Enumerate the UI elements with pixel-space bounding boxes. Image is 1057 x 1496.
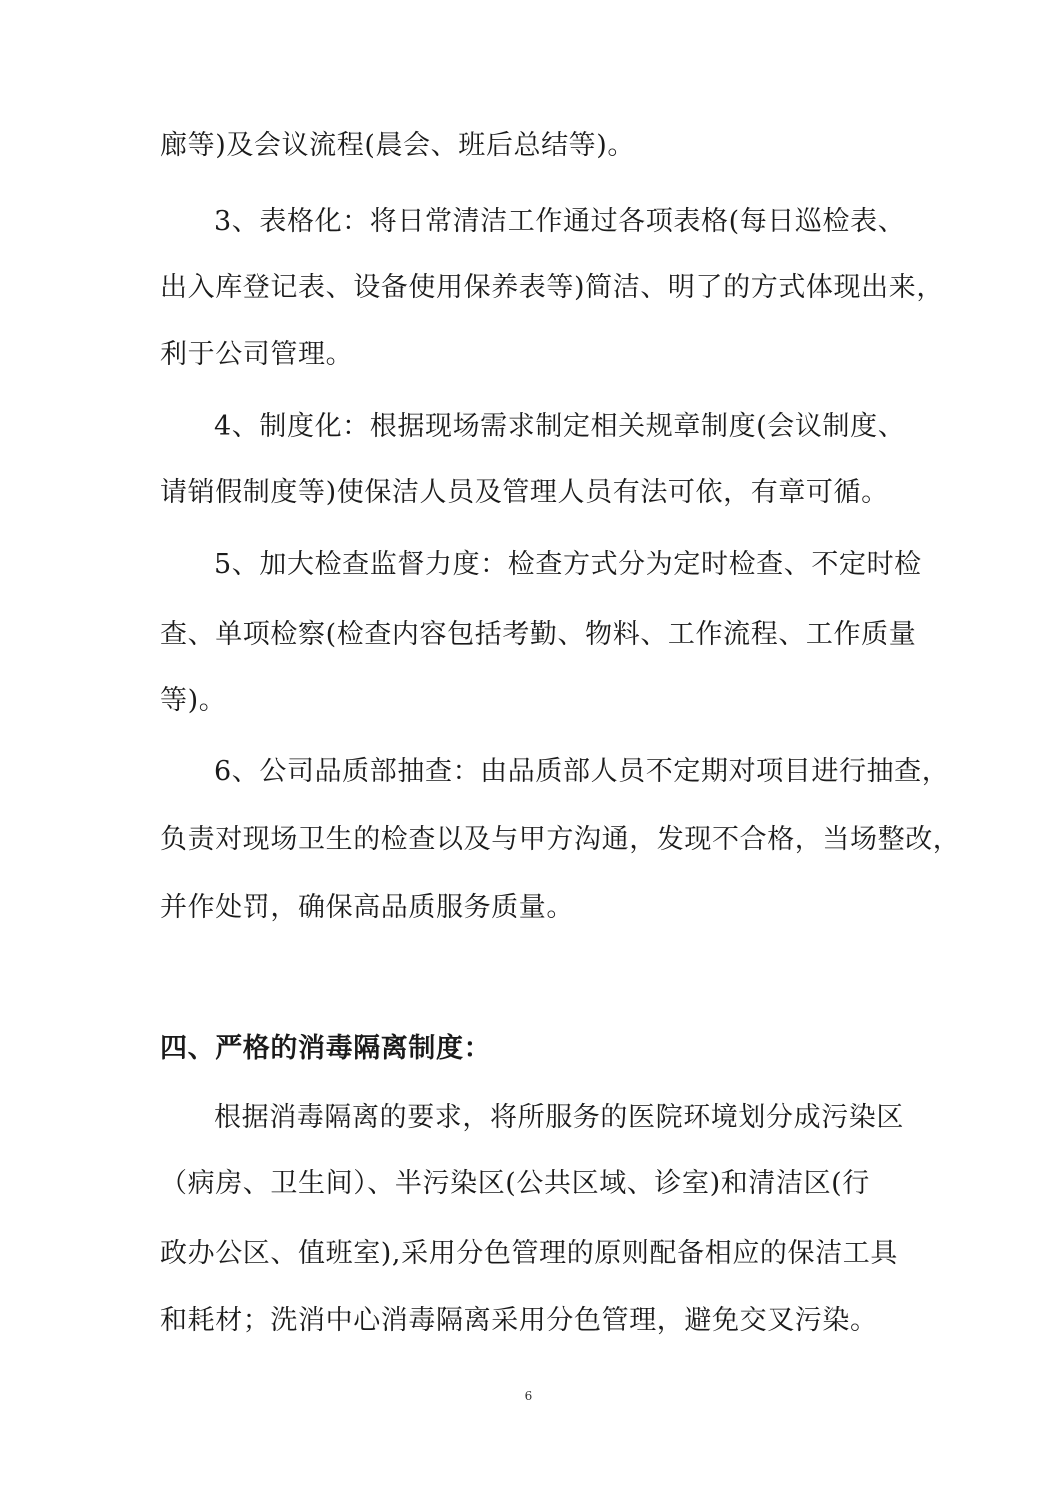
text-line: 5、加大检查监督力度：检查方式分为定时检查、不定时检 bbox=[214, 549, 922, 580]
text-line: 出入库登记表、设备使用保养表等)简洁、明了的方式体现出来， bbox=[160, 272, 944, 303]
text-line: 3、表格化：将日常清洁工作通过各项表格(每日巡检表、 bbox=[214, 206, 906, 237]
text-line: 根据消毒隔离的要求，将所服务的医院环境划分成污染区 bbox=[214, 1102, 904, 1133]
text-line: 等)。 bbox=[160, 685, 227, 716]
text-line: 6、公司品质部抽查：由品质部人员不定期对项目进行抽查， bbox=[214, 756, 950, 787]
text-line: 请销假制度等)使保洁人员及管理人员有法可依，有章可循。 bbox=[160, 477, 889, 508]
text-line: 负责对现场卫生的检查以及与甲方沟通，发现不合格，当场整改， bbox=[160, 824, 961, 855]
text-line: 和耗材；洗消中心消毒隔离采用分色管理，避免交叉污染。 bbox=[160, 1305, 878, 1336]
text-line: 利于公司管理。 bbox=[160, 339, 354, 370]
text-line: 4、制度化：根据现场需求制定相关规章制度(会议制度、 bbox=[214, 411, 906, 442]
page-number: 6 bbox=[524, 1389, 533, 1403]
section-heading: 四、严格的消毒隔离制度： bbox=[160, 1033, 492, 1064]
text-line: 并作处罚，确保高品质服务质量。 bbox=[160, 892, 574, 923]
text-line: 政办公区、值班室),采用分色管理的原则配备相应的保洁工具 bbox=[160, 1238, 898, 1269]
text-line: 廊等)及会议流程(晨会、班后总结等)。 bbox=[160, 130, 636, 161]
text-line: 查、单项检察(检查内容包括考勤、物料、工作流程、工作质量 bbox=[160, 619, 917, 650]
text-line: （病房、卫生间）、半污染区(公共区域、诊室)和清洁区(行 bbox=[160, 1168, 870, 1199]
